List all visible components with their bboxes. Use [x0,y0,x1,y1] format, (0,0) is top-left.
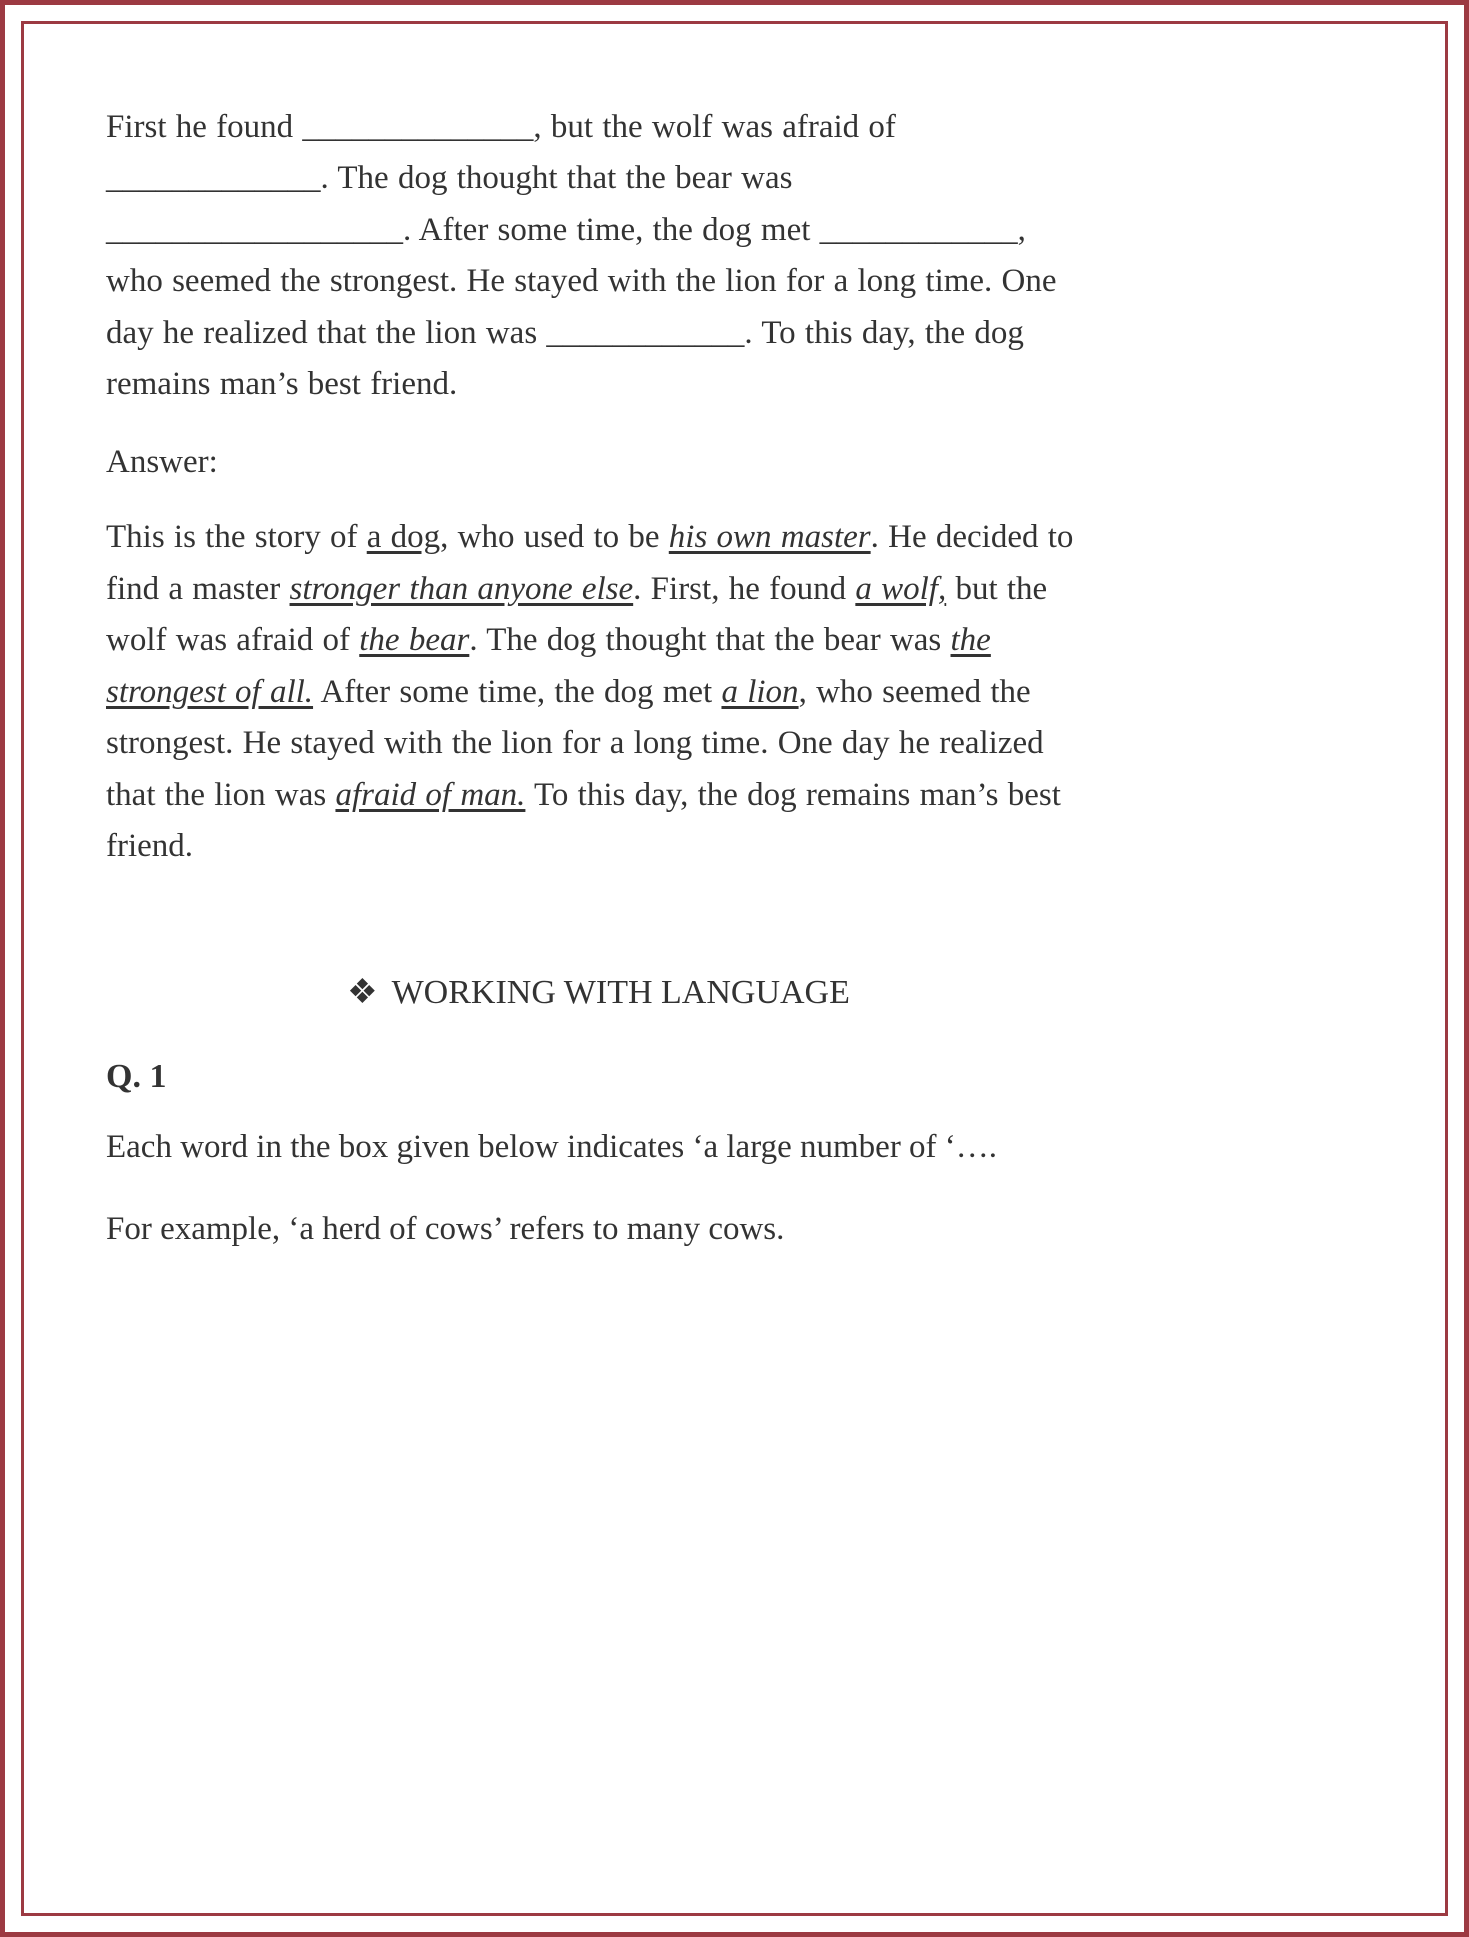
text-segment: . First, he found [633,570,856,607]
text-segment-blank: _____________ [106,160,321,197]
exercise-fill-in-blanks-paragraph [106,102,1091,411]
question-number: Q. 1 [106,1058,167,1096]
text-segment: . After some time, the dog met [403,211,820,248]
text-segment-italic-underline: a wolf, [855,570,947,607]
question-text: Each word in the box given below indicates ‘a large number of ‘…. [106,1129,998,1166]
text-segment-italic-underline: the strongest of all. [106,622,991,710]
text-segment: but the wolf was afraid of [106,570,1048,659]
answer-label: Answer: [106,443,218,480]
text-segment-italic-underline: his own master [668,519,871,556]
text-segment: . The dog thought that the bear was [320,160,793,197]
text-segment: After some time, the dog met [313,673,722,710]
text-segment: , but the wolf was afraid of [533,109,896,145]
text-segment-italic-underline: stronger than anyone else [289,570,634,607]
text-segment-italic-underline: afraid of man. [335,776,526,813]
text-segment: . The dog thought that the bear was [469,622,951,659]
text-segment-underline: a dog [366,519,441,556]
section-heading [106,969,1091,1017]
text-segment: First he found [106,109,303,145]
text-segment: , who seemed the strongest. He stayed with the lion for a long time. One day he realized that the lion was [106,673,1044,813]
text-segment-italic-underline: a lion [721,673,799,710]
text-segment: , who used to be [440,519,669,556]
text-segment: , who seemed the strongest. He stayed with the lion for a long time. One day he realized that the lion was [106,211,1057,351]
diamond-ornament-icon: ❖ [347,973,378,1011]
page-border-inner [21,21,1448,1916]
text-segment: To this day, the dog remains man’s best friend. [106,776,1061,865]
section-heading-text: WORKING WITH LANGUAGE [391,973,850,1011]
text-segment-italic-underline: the bear [359,622,470,659]
text-segment-blank: ____________ [819,211,1018,248]
answer-paragraph [106,512,1091,872]
example-text: For example, ‘a herd of cows’ refers to many cows. [106,1210,785,1247]
text-segment-blank: ____________ [546,314,745,351]
text-segment: This is the story of [106,519,367,556]
text-segment-blank: __________________ [106,211,403,248]
text-segment-blank: ______________ [302,109,534,145]
text-segment: . He decided to find a master [106,519,1074,607]
text-segment: . To this day, the dog remains man’s best friend. [106,314,1024,403]
